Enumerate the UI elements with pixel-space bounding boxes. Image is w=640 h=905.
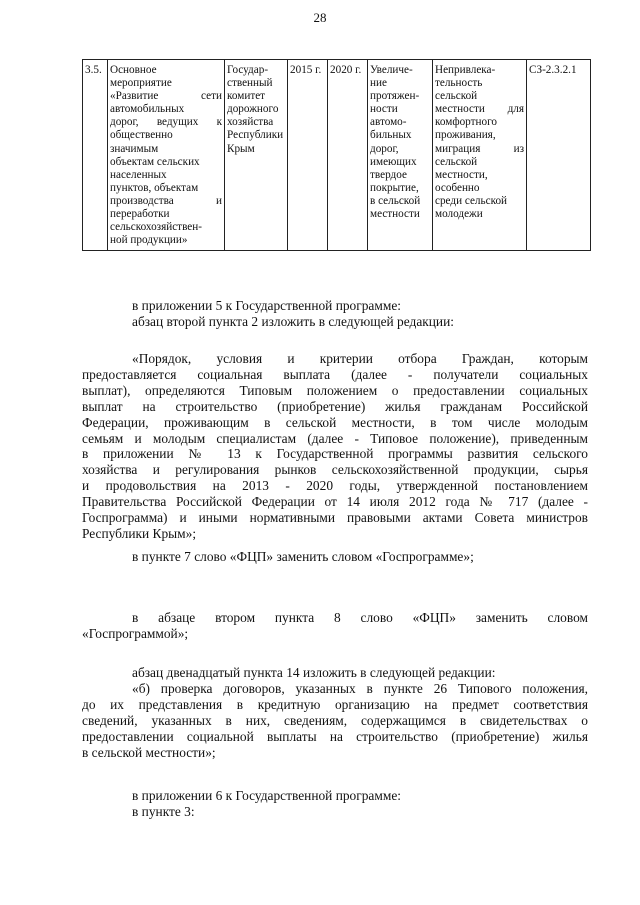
text-line: сведений, указанных в них, сведениям, содержащимся в свидетельствах о bbox=[82, 712, 588, 728]
paragraph-point-7 bbox=[82, 549, 588, 565]
text-line: предоставляется социальная выплата (далее - получатели социальных bbox=[82, 366, 588, 382]
paragraph-appendix-5 bbox=[82, 298, 588, 330]
start-year: 2015 г. bbox=[290, 64, 322, 76]
text-line: «Порядок, условия и критерии отбора Граждан, которым bbox=[132, 351, 588, 366]
cell-line: общественно bbox=[110, 129, 173, 142]
text-line: в пункте 3: bbox=[132, 803, 195, 819]
text-line: выплат на строительство (приобретение) жилья гражданам Российской bbox=[82, 398, 588, 414]
text-line: хозяйства и регулирования рынков сельскохозяйственной продукции, сырья bbox=[82, 462, 588, 478]
cell-line: объектам сельских bbox=[110, 155, 200, 168]
cell-line: ности bbox=[370, 103, 398, 116]
cell-line: населенных bbox=[110, 168, 167, 181]
cell-line: автомобильных bbox=[110, 103, 185, 116]
text-line: Правительства Российской Федерации от 14 июля 2012 года № 717 (далее - bbox=[82, 494, 588, 510]
cell-line: «Развитие сети bbox=[110, 90, 222, 103]
text-line: в абзаце втором пункта 8 слово «ФЦП» заменить словом bbox=[132, 610, 588, 625]
cell-line: твердое bbox=[370, 168, 407, 181]
text-line: предоставлении социальной выплаты на строительство (приобретение) жилья bbox=[82, 728, 588, 744]
text-line: Госпрограмма) и иными нормативными правовыми актами Совета министров bbox=[82, 510, 588, 526]
cell-line: значимым bbox=[110, 142, 159, 155]
cell-line: дорожного bbox=[227, 103, 279, 116]
measure-name-cell bbox=[108, 60, 225, 251]
cell-line: пунктов, объектам bbox=[110, 181, 199, 194]
paragraph-procedure-quote bbox=[82, 351, 588, 542]
paragraph-point-14-text bbox=[82, 681, 588, 761]
cell-line: проживания, bbox=[435, 129, 496, 142]
text-line: абзац второй пункта 2 изложить в следующей редакции: bbox=[132, 313, 454, 329]
cell-line: в сельской bbox=[370, 194, 421, 207]
text-line: «б) проверка договоров, указанных в пункте 26 Типового положения, bbox=[132, 681, 588, 696]
cell-line: ние bbox=[370, 77, 387, 90]
cell-line: местности для bbox=[435, 103, 524, 116]
text-line: в сельской местности»; bbox=[82, 744, 216, 760]
cell-line: местности, bbox=[435, 168, 488, 181]
paragraph-appendix-6 bbox=[82, 788, 588, 820]
cell-line: покрытие, bbox=[370, 181, 419, 194]
measures-table bbox=[82, 59, 591, 251]
cell-line: производства и bbox=[110, 194, 222, 207]
table-row bbox=[83, 60, 591, 251]
text-line: в приложении 6 к Государственной программе: bbox=[132, 788, 401, 803]
cell-line: тельность bbox=[435, 77, 483, 90]
cell-line: сельскохозяйствен- bbox=[110, 221, 202, 234]
cell-line: Основное bbox=[110, 64, 157, 76]
cell-line: местности bbox=[370, 208, 420, 221]
text-line: семьям и молодым специалистам (далее - Типовое положение), приведенным bbox=[82, 430, 588, 446]
cell-line: ственный bbox=[227, 77, 273, 90]
consequences-cell bbox=[433, 60, 527, 251]
indicator-code: СЗ-2.3.2.1 bbox=[529, 64, 577, 76]
cell-line: мероприятие bbox=[110, 77, 172, 90]
row-number: 3.5. bbox=[85, 64, 102, 76]
cell-line: сельской bbox=[435, 90, 478, 103]
cell-line: автомо- bbox=[370, 116, 407, 129]
cell-line: ной продукции» bbox=[110, 234, 188, 247]
paragraph-point-14 bbox=[82, 665, 588, 681]
cell-line: Республики bbox=[227, 129, 284, 142]
cell-line: дорог, bbox=[370, 142, 399, 155]
page-number: 28 bbox=[313, 10, 327, 25]
executor-cell bbox=[225, 60, 288, 251]
text-line: в приложении 5 к Государственной программе: bbox=[132, 298, 401, 313]
cell-line: Непривлека- bbox=[435, 64, 496, 76]
cell-line: имеющих bbox=[370, 155, 417, 168]
text-line: «Госпрограммой»; bbox=[82, 625, 189, 641]
code-cell bbox=[527, 60, 591, 251]
text-line: Республики Крым»; bbox=[82, 525, 197, 541]
cell-line: Государ- bbox=[227, 64, 269, 76]
text-line: и продовольствия на 2013 - 2020 годы, утвержденной постановлением bbox=[82, 478, 588, 494]
text-line: до их представления в кредитную организацию на предмет соответствия bbox=[82, 696, 588, 712]
text-line: выплат), определяются Типовым положением о предоставлении социальных bbox=[82, 382, 588, 398]
end-year-cell bbox=[328, 60, 368, 251]
cell-line: среди сельской bbox=[435, 194, 508, 207]
text-line: в приложении № 13 к Государственной программы развития сельского bbox=[82, 446, 588, 462]
cell-line: сельской bbox=[435, 155, 478, 168]
row-number-cell bbox=[83, 60, 108, 251]
cell-line: дорог, ведущих к bbox=[110, 116, 222, 129]
expected-result-cell bbox=[368, 60, 433, 251]
text-line: Федерации, проживающим в сельской местности, в том числе молодым bbox=[82, 414, 588, 430]
paragraph-point-8 bbox=[82, 610, 588, 642]
cell-line: особенно bbox=[435, 181, 480, 194]
start-year-cell bbox=[288, 60, 328, 251]
cell-line: протяжен- bbox=[370, 90, 420, 103]
cell-line: молодежи bbox=[435, 208, 483, 221]
cell-line: Крым bbox=[227, 142, 255, 155]
cell-line: бильных bbox=[370, 129, 412, 142]
cell-line: миграция из bbox=[435, 142, 524, 155]
end-year: 2020 г. bbox=[330, 64, 362, 76]
text-line: в пункте 7 слово «ФЦП» заменить словом «Госпрограмме»; bbox=[132, 549, 474, 564]
cell-line: комфортного bbox=[435, 116, 497, 129]
cell-line: Увеличе- bbox=[370, 64, 413, 76]
cell-line: переработки bbox=[110, 208, 170, 221]
cell-line: комитет bbox=[227, 90, 266, 103]
cell-line: хозяйства bbox=[227, 116, 274, 129]
text-line: абзац двенадцатый пункта 14 изложить в следующей редакции: bbox=[132, 665, 496, 680]
